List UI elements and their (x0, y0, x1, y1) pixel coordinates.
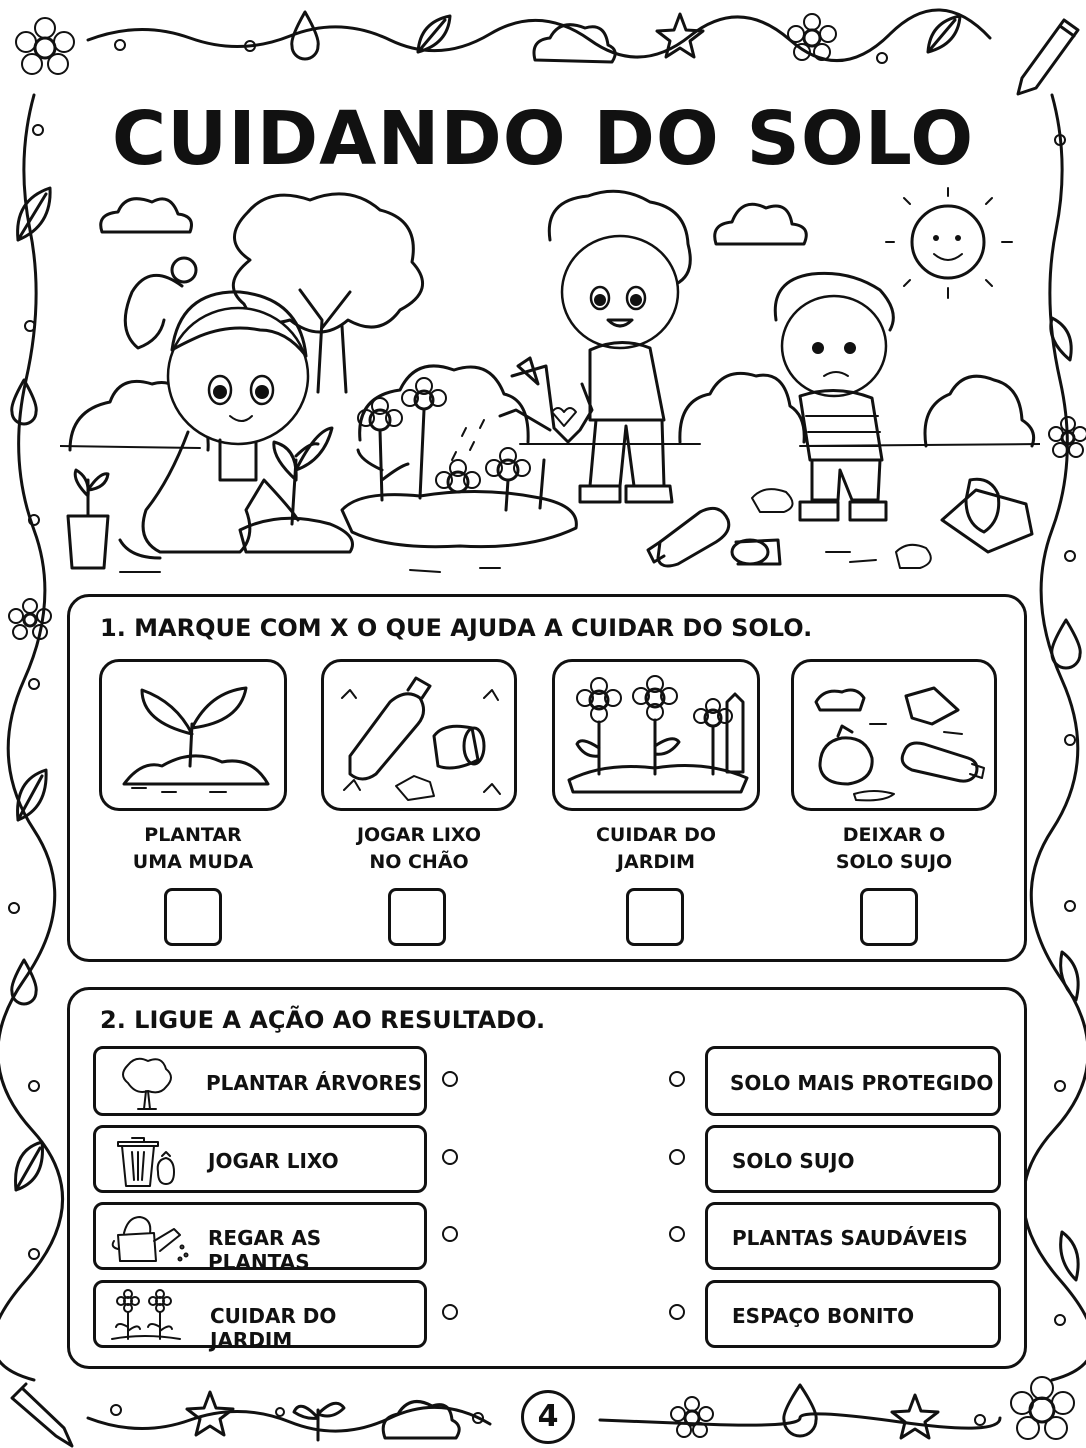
watering-can-icon (110, 1211, 194, 1267)
result-label: PLANTAS SAUDÁVEIS (732, 1226, 968, 1250)
children-gardening-illustration (60, 180, 1040, 580)
action-row (93, 1202, 427, 1274)
boy-watering-figure (549, 191, 690, 502)
page-number: 4 (521, 1390, 575, 1444)
sad-boy-figure (775, 273, 893, 520)
flowers-icon (342, 378, 576, 547)
leaf-icon (928, 16, 960, 52)
action-dot[interactable] (442, 1304, 458, 1320)
leaf-icon (1061, 952, 1079, 1000)
flower-icon (1011, 1377, 1074, 1439)
sun-icon (886, 188, 1012, 298)
dirty-soil-icon (794, 662, 994, 808)
action-label: JOGAR LIXO (208, 1149, 339, 1173)
result-dot[interactable] (669, 1071, 685, 1087)
result-row (705, 1046, 1001, 1116)
option-card-litter (321, 659, 517, 811)
flower-icon (788, 14, 836, 60)
girl-figure (120, 258, 308, 558)
result-label: ESPAÇO BONITO (732, 1304, 915, 1328)
drop-icon (784, 1385, 816, 1436)
action-dot[interactable] (442, 1226, 458, 1242)
drop-icon (292, 12, 318, 59)
checkbox-litter[interactable] (388, 888, 446, 946)
question1-title: 1. MARQUE COM X O QUE AJUDA A CUIDAR DO SOLO. (100, 614, 813, 642)
pencil-icon (12, 1384, 72, 1446)
leaf-icon (418, 16, 450, 52)
result-dot[interactable] (669, 1226, 685, 1242)
flower-icon (16, 18, 74, 74)
action-label: REGAR AS PLANTAS (208, 1226, 322, 1274)
potted-plant-icon (68, 470, 108, 568)
drop-icon (1052, 620, 1080, 668)
result-row (705, 1280, 1001, 1348)
action-row (93, 1046, 427, 1116)
leaf-icon (18, 188, 51, 240)
action-dot[interactable] (442, 1149, 458, 1165)
cloud-icon (101, 199, 192, 232)
action-label: PLANTAR ÁRVORES (206, 1071, 423, 1095)
option-card-garden (552, 659, 760, 811)
action-row (93, 1280, 427, 1352)
star-icon (892, 1395, 938, 1438)
flowers-icon (108, 1287, 184, 1347)
checkbox-plant[interactable] (164, 888, 222, 946)
question2-title: 2. LIGUE A AÇÃO AO RESULTADO. (100, 1006, 546, 1034)
action-label: CUIDAR DO JARDIM (210, 1304, 337, 1352)
can-icon (732, 540, 780, 564)
checkbox-dirty-soil[interactable] (860, 888, 918, 946)
page-title: CUIDANDO DO SOLO (111, 96, 975, 182)
trash-bag-icon (942, 479, 1032, 552)
tree-icon (114, 1053, 178, 1113)
leaf-icon (1061, 1232, 1079, 1280)
litter-icon (324, 662, 514, 808)
result-dot[interactable] (669, 1149, 685, 1165)
action-row (93, 1125, 427, 1193)
result-row (705, 1125, 1001, 1193)
option-label-plant: PLANTAR UMA MUDA (132, 824, 254, 873)
sprout-icon (102, 662, 284, 808)
sprout-icon (294, 1403, 344, 1440)
leaf-icon (16, 1142, 43, 1190)
bottle-icon (648, 508, 729, 566)
result-row (705, 1202, 1001, 1270)
option-label-dirty-soil: DEIXAR O SOLO SUJO (835, 824, 953, 873)
option-label-garden: CUIDAR DO JARDIM (595, 824, 717, 873)
option-card-dirty-soil (791, 659, 997, 811)
result-label: SOLO SUJO (732, 1149, 855, 1173)
trash-can-icon (112, 1132, 182, 1190)
checkbox-garden[interactable] (626, 888, 684, 946)
option-card-plant (99, 659, 287, 811)
cloud-icon (715, 204, 807, 244)
garden-icon (555, 662, 757, 808)
action-dot[interactable] (442, 1071, 458, 1087)
option-label-litter: JOGAR LIXO NO CHÃO (356, 824, 482, 873)
result-dot[interactable] (669, 1304, 685, 1320)
pencil-icon (1018, 20, 1078, 94)
flower-icon (671, 1397, 713, 1437)
result-label: SOLO MAIS PROTEGIDO (730, 1071, 994, 1095)
leaf-icon (18, 770, 47, 820)
